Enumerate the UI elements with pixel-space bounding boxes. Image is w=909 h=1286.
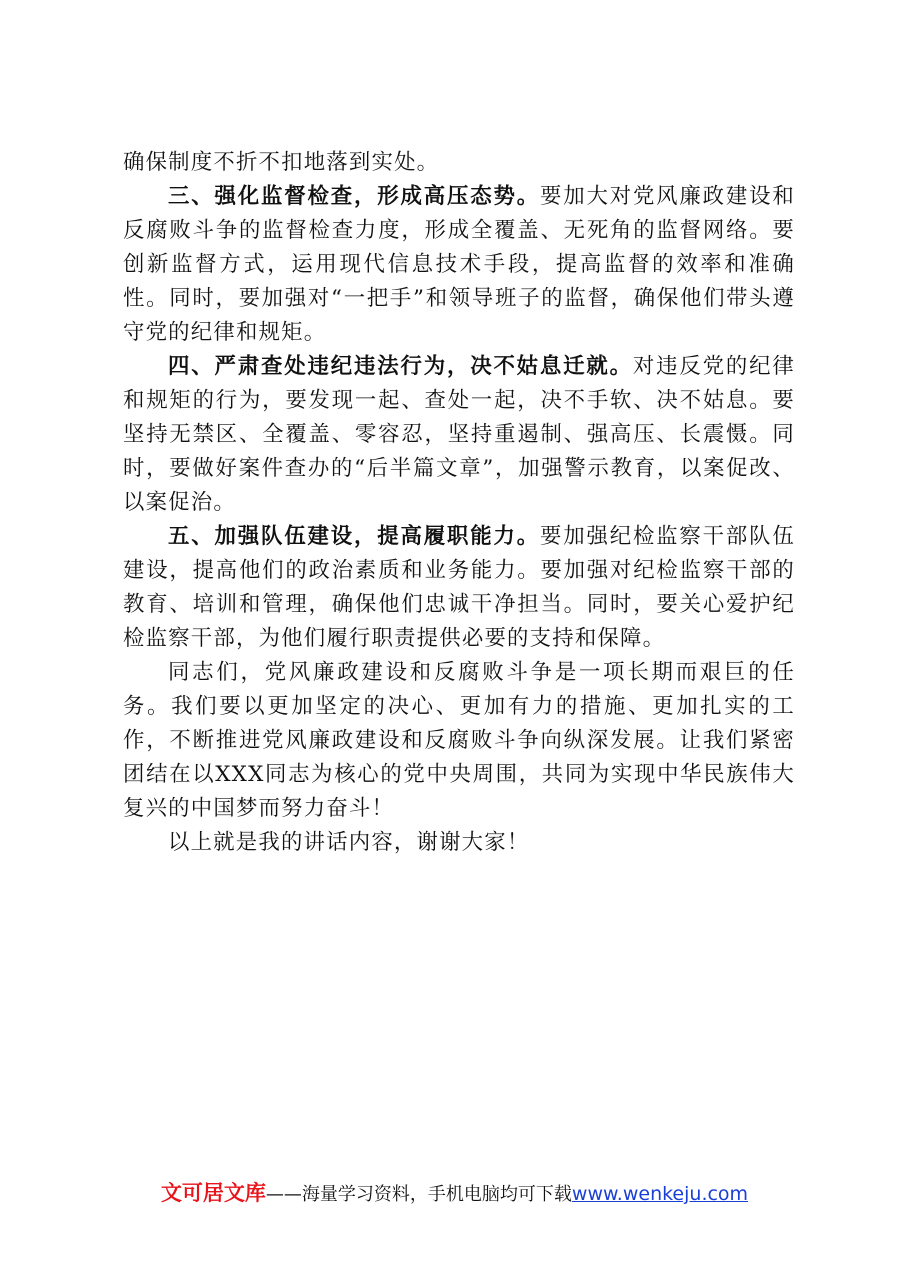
paragraph-text: 确保制度不折不扣地落到实处。 <box>123 150 440 175</box>
paragraph-closing <box>123 656 795 826</box>
footer-slogan: ——海量学习资料，手机电脑均可下载 <box>265 1184 572 1205</box>
paragraph-section-4 <box>123 350 795 520</box>
paragraph-continuation <box>123 146 795 180</box>
paragraph-text: 要加大对党风廉政建设和反腐败斗争的监督检查力度，形成全覆盖、无死角的监督网络。要创新监督方式，运用现代信息技术手段，提高监督的效率和准确性。同时，要加强对“一把手”和领导班子的监督，确保他们带头遵守党的纪律和规矩。 <box>123 184 796 345</box>
paragraph-text: 同志们，党风廉政建设和反腐败斗争是一项长期而艰巨的任务。我们要以更加坚定的决心、更加有力的措施、更加扎实的工作，不断推进党风廉政建设和反腐败斗争向纵深发展。让我们紧密团结在以XXX同志为核心的党中央周围，共同为实现中华民族伟大复兴的中国梦而努力奋斗！ <box>123 660 795 821</box>
section-heading: 四、严肃查处违纪违法行为，决不姑息迁就。 <box>168 354 633 379</box>
footer-site-link[interactable]: www.wenkeju.com <box>571 1183 749 1205</box>
paragraph-thanks <box>123 826 795 860</box>
paragraph-section-5 <box>123 520 795 656</box>
document-body <box>123 146 795 860</box>
footer-brand: 文可居文库 <box>160 1181 266 1205</box>
paragraph-text: 对违反党的纪律和规矩的行为，要发现一起、查处一起，决不手软、决不姑息。要坚持无禁区、全覆盖、零容忍，坚持重遏制、强高压、长震慑。同时，要做好案件查办的“后半篇文章”，加强警示教育，以案促改、以案促治。 <box>123 354 795 515</box>
section-heading: 三、强化监督检查，形成高压态势。 <box>168 184 540 209</box>
footer-banner <box>0 1181 909 1207</box>
paragraph-section-3 <box>123 180 795 350</box>
paragraph-text: 以上就是我的讲话内容，谢谢大家！ <box>168 830 530 855</box>
section-heading: 五、加强队伍建设，提高履职能力。 <box>168 524 540 549</box>
paragraph-text: 要加强纪检监察干部队伍建设，提高他们的政治素质和业务能力。要加强对纪检监察干部的教育、培训和管理，确保他们忠诚干净担当。同时，要关心爱护纪检监察干部，为他们履行职责提供必要的支持和保障。 <box>123 524 796 651</box>
